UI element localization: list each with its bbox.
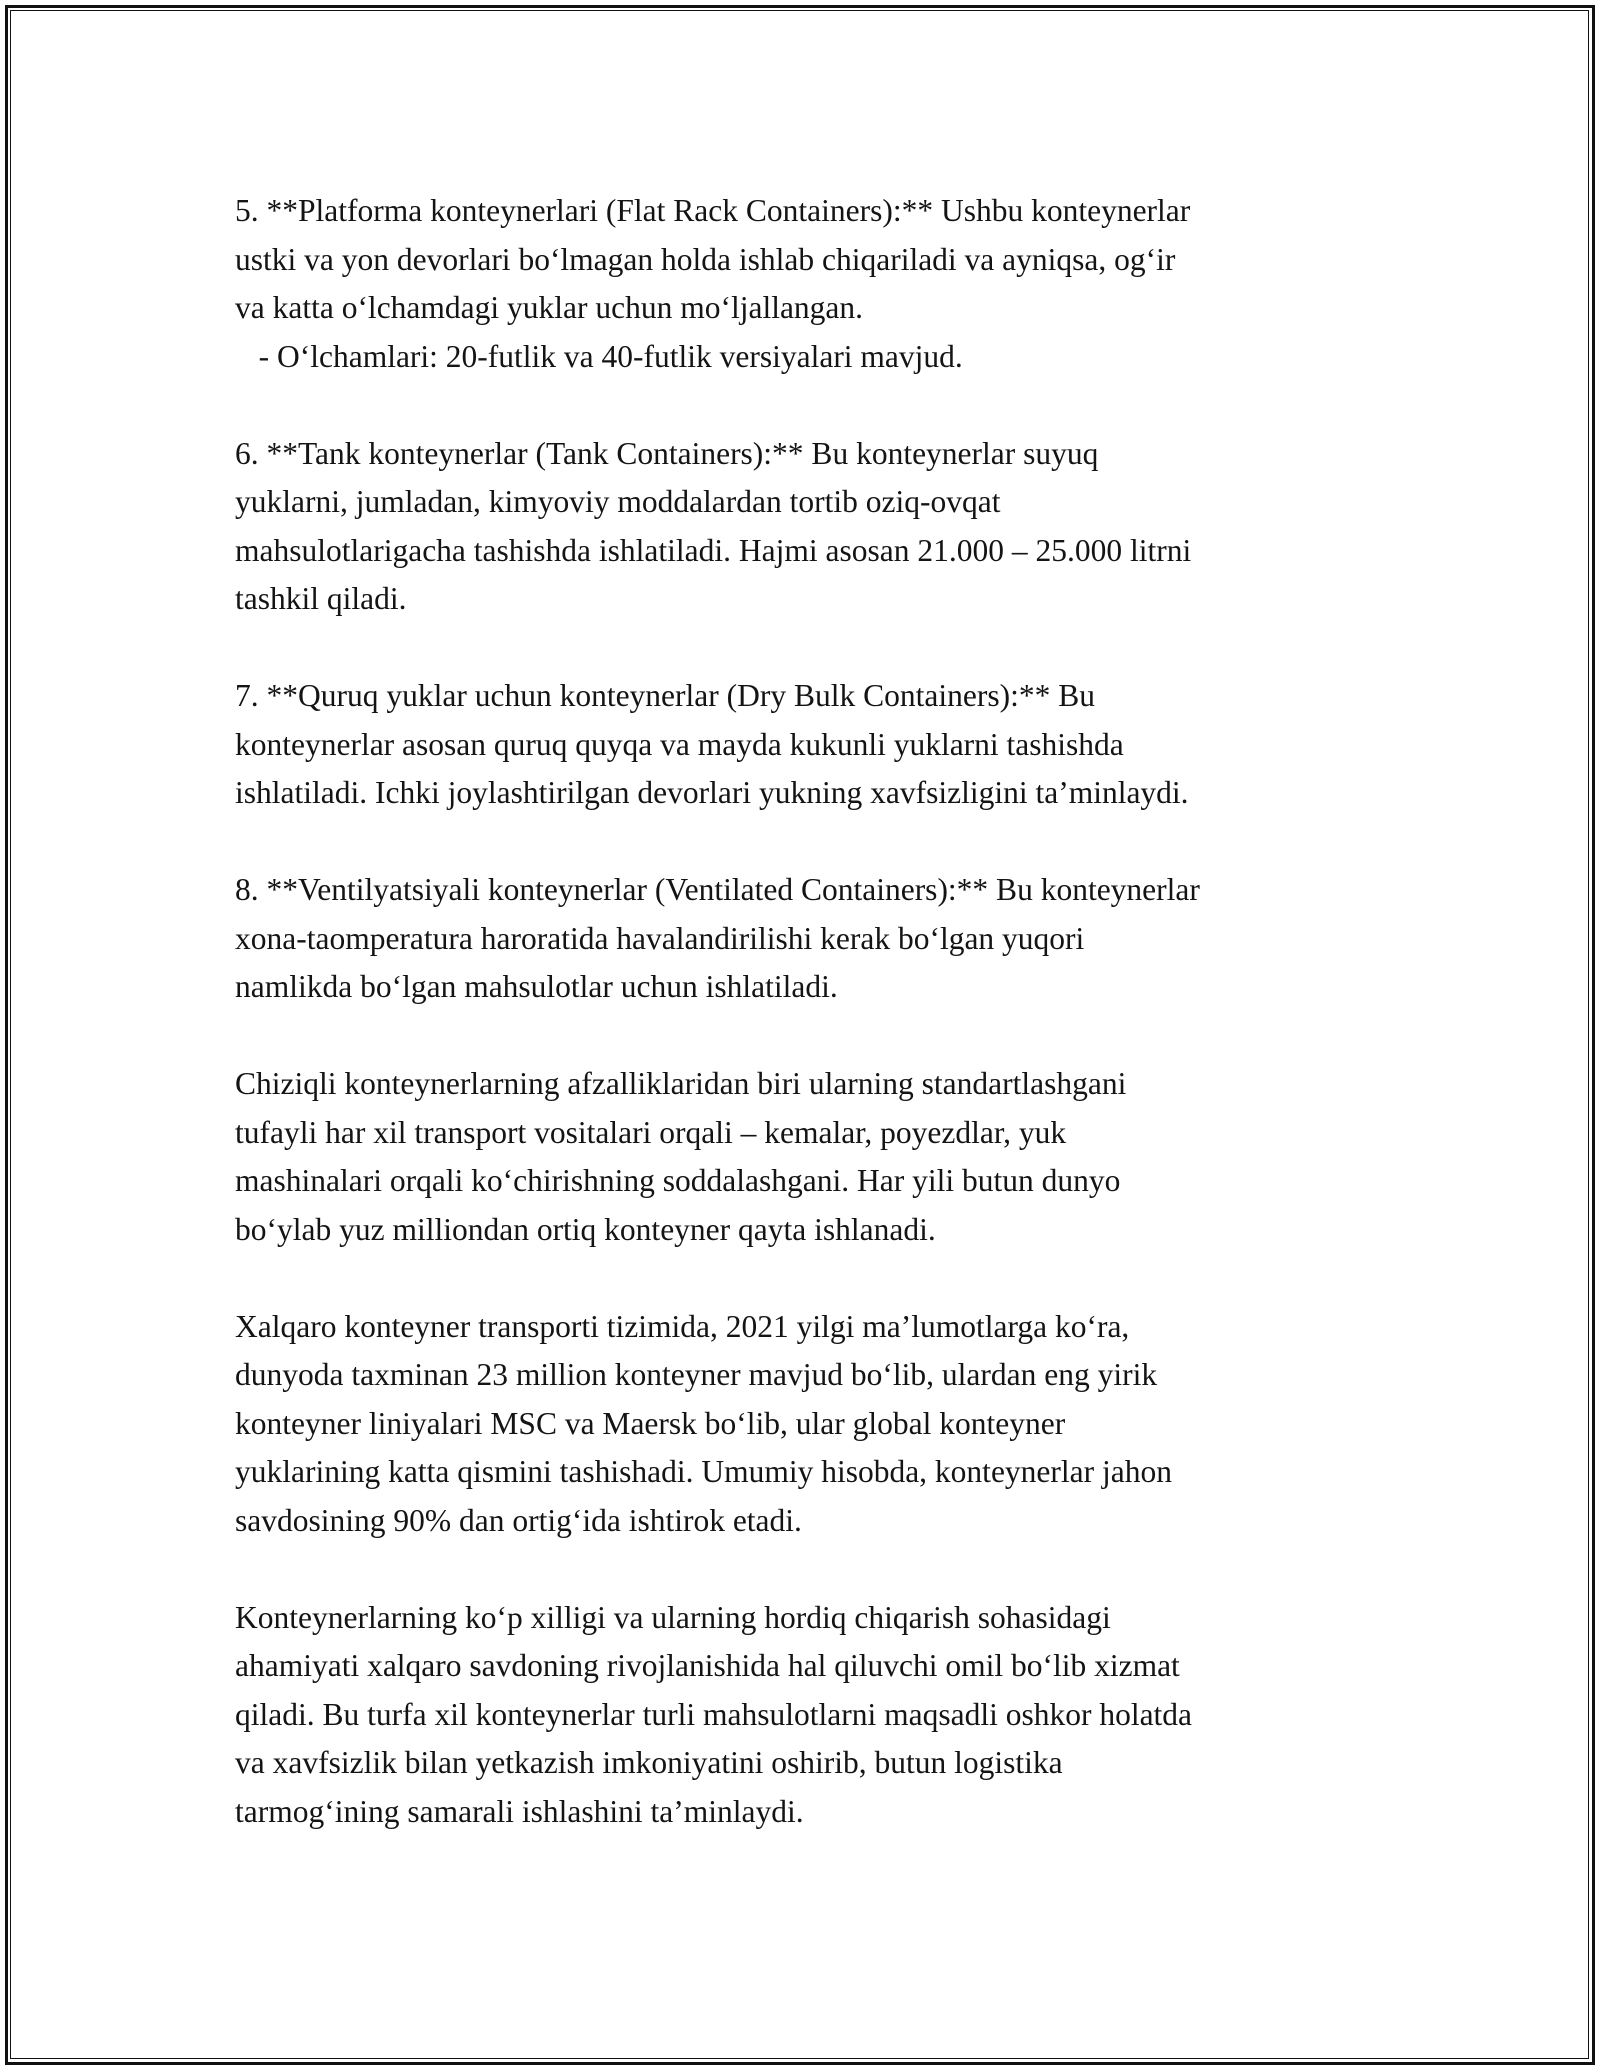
text-line: 6. **Tank konteynerlar (Tank Containers):** Bu konteynerlar suyuq: [235, 435, 1099, 471]
text-line: namlikda bo‘lgan mahsulotlar uchun ishlatiladi.: [235, 969, 838, 1004]
paragraph-conclusion: [235, 1594, 1385, 1837]
text-line: Konteynerlarning ko‘p xilligi va ularning hordiq chiqarish sohasidagi: [235, 1599, 1111, 1635]
text-line: xona-taomperatura haroratida havalandirilishi kerak bo‘lgan yuqori: [235, 920, 1085, 956]
text-line: dunyoda taxminan 23 million konteyner mavjud bo‘lib, ulardan eng yirik: [235, 1357, 1158, 1392]
text-line: ustki va yon devorlari bo‘lmagan holda ishlab chiqariladi va ayniqsa, og‘ir: [235, 241, 1176, 277]
text-line: tarmog‘ining samarali ishlashini ta’minlaydi.: [235, 1793, 804, 1829]
text-line: va katta o‘lchamdagi yuklar uchun mo‘ljallangan.: [235, 290, 864, 325]
text-line: - O‘lchamlari: 20-futlik va 40-futlik versiyalari mavjud.: [235, 338, 963, 374]
text-line: konteyner liniyalari MSC va Maersk bo‘lib, ular global konteyner: [235, 1405, 1066, 1441]
paragraph-item-7: [235, 672, 1385, 818]
text-line: ahamiyati xalqaro savdoning rivojlanishida hal qiluvchi omil bo‘lib xizmat: [235, 1648, 1180, 1683]
text-line: qiladi. Bu turfa xil konteynerlar turli mahsulotlarni maqsadli oshkor holatda: [235, 1696, 1193, 1732]
paragraph-advantages: [235, 1060, 1385, 1254]
text-line: tashkil qiladi.: [235, 581, 407, 616]
text-line: bo‘ylab yuz milliondan ortiq konteyner qayta ishlanadi.: [235, 1211, 936, 1247]
text-line: yuklarni, jumladan, kimyoviy moddalardan tortib oziq-ovqat: [235, 484, 1001, 519]
text-line: ishlatiladi. Ichki joylashtirilgan devorlari yukning xavfsizligini ta’minlaydi.: [235, 775, 1189, 810]
text-line: 5. **Platforma konteynerlari (Flat Rack Containers):** Ushbu konteynerlar: [235, 193, 1191, 228]
text-line: savdosining 90% dan ortig‘ida ishtirok etadi.: [235, 1502, 802, 1538]
document-body: [235, 187, 1385, 1885]
text-line: 7. **Quruq yuklar uchun konteynerlar (Dry Bulk Containers):** Bu: [235, 678, 1095, 713]
text-line: 8. **Ventilyatsiyali konteynerlar (Ventilated Containers):** Bu konteynerlar: [235, 872, 1200, 907]
text-line: tufayli har xil transport vositalari orqali – kemalar, poyezdlar, yuk: [235, 1114, 1067, 1150]
paragraph-item-6: [235, 430, 1385, 624]
text-line: mashinalari orqali ko‘chirishning soddalashgani. Har yili butun dunyo: [235, 1163, 1121, 1198]
text-line: Chiziqli konteynerlarning afzalliklaridan biri ularning standartlashgani: [235, 1066, 1127, 1101]
text-line: yuklarining katta qismini tashishadi. Umumiy hisobda, konteynerlar jahon: [235, 1454, 1172, 1489]
text-line: mahsulotlarigacha tashishda ishlatiladi. Hajmi asosan 21.000 – 25.000 litrni: [235, 532, 1192, 568]
paragraph-item-5: [235, 187, 1385, 381]
text-line: va xavfsizlik bilan yetkazish imkoniyatini oshirib, butun logistika: [235, 1745, 1063, 1780]
text-line: konteynerlar asosan quruq quyqa va mayda kukunli yuklarni tashishda: [235, 726, 1124, 762]
text-line: Xalqaro konteyner transporti tizimida, 2021 yilgi ma’lumotlarga ko‘ra,: [235, 1308, 1130, 1344]
paragraph-item-8: [235, 866, 1385, 1012]
paragraph-statistics: [235, 1303, 1385, 1546]
